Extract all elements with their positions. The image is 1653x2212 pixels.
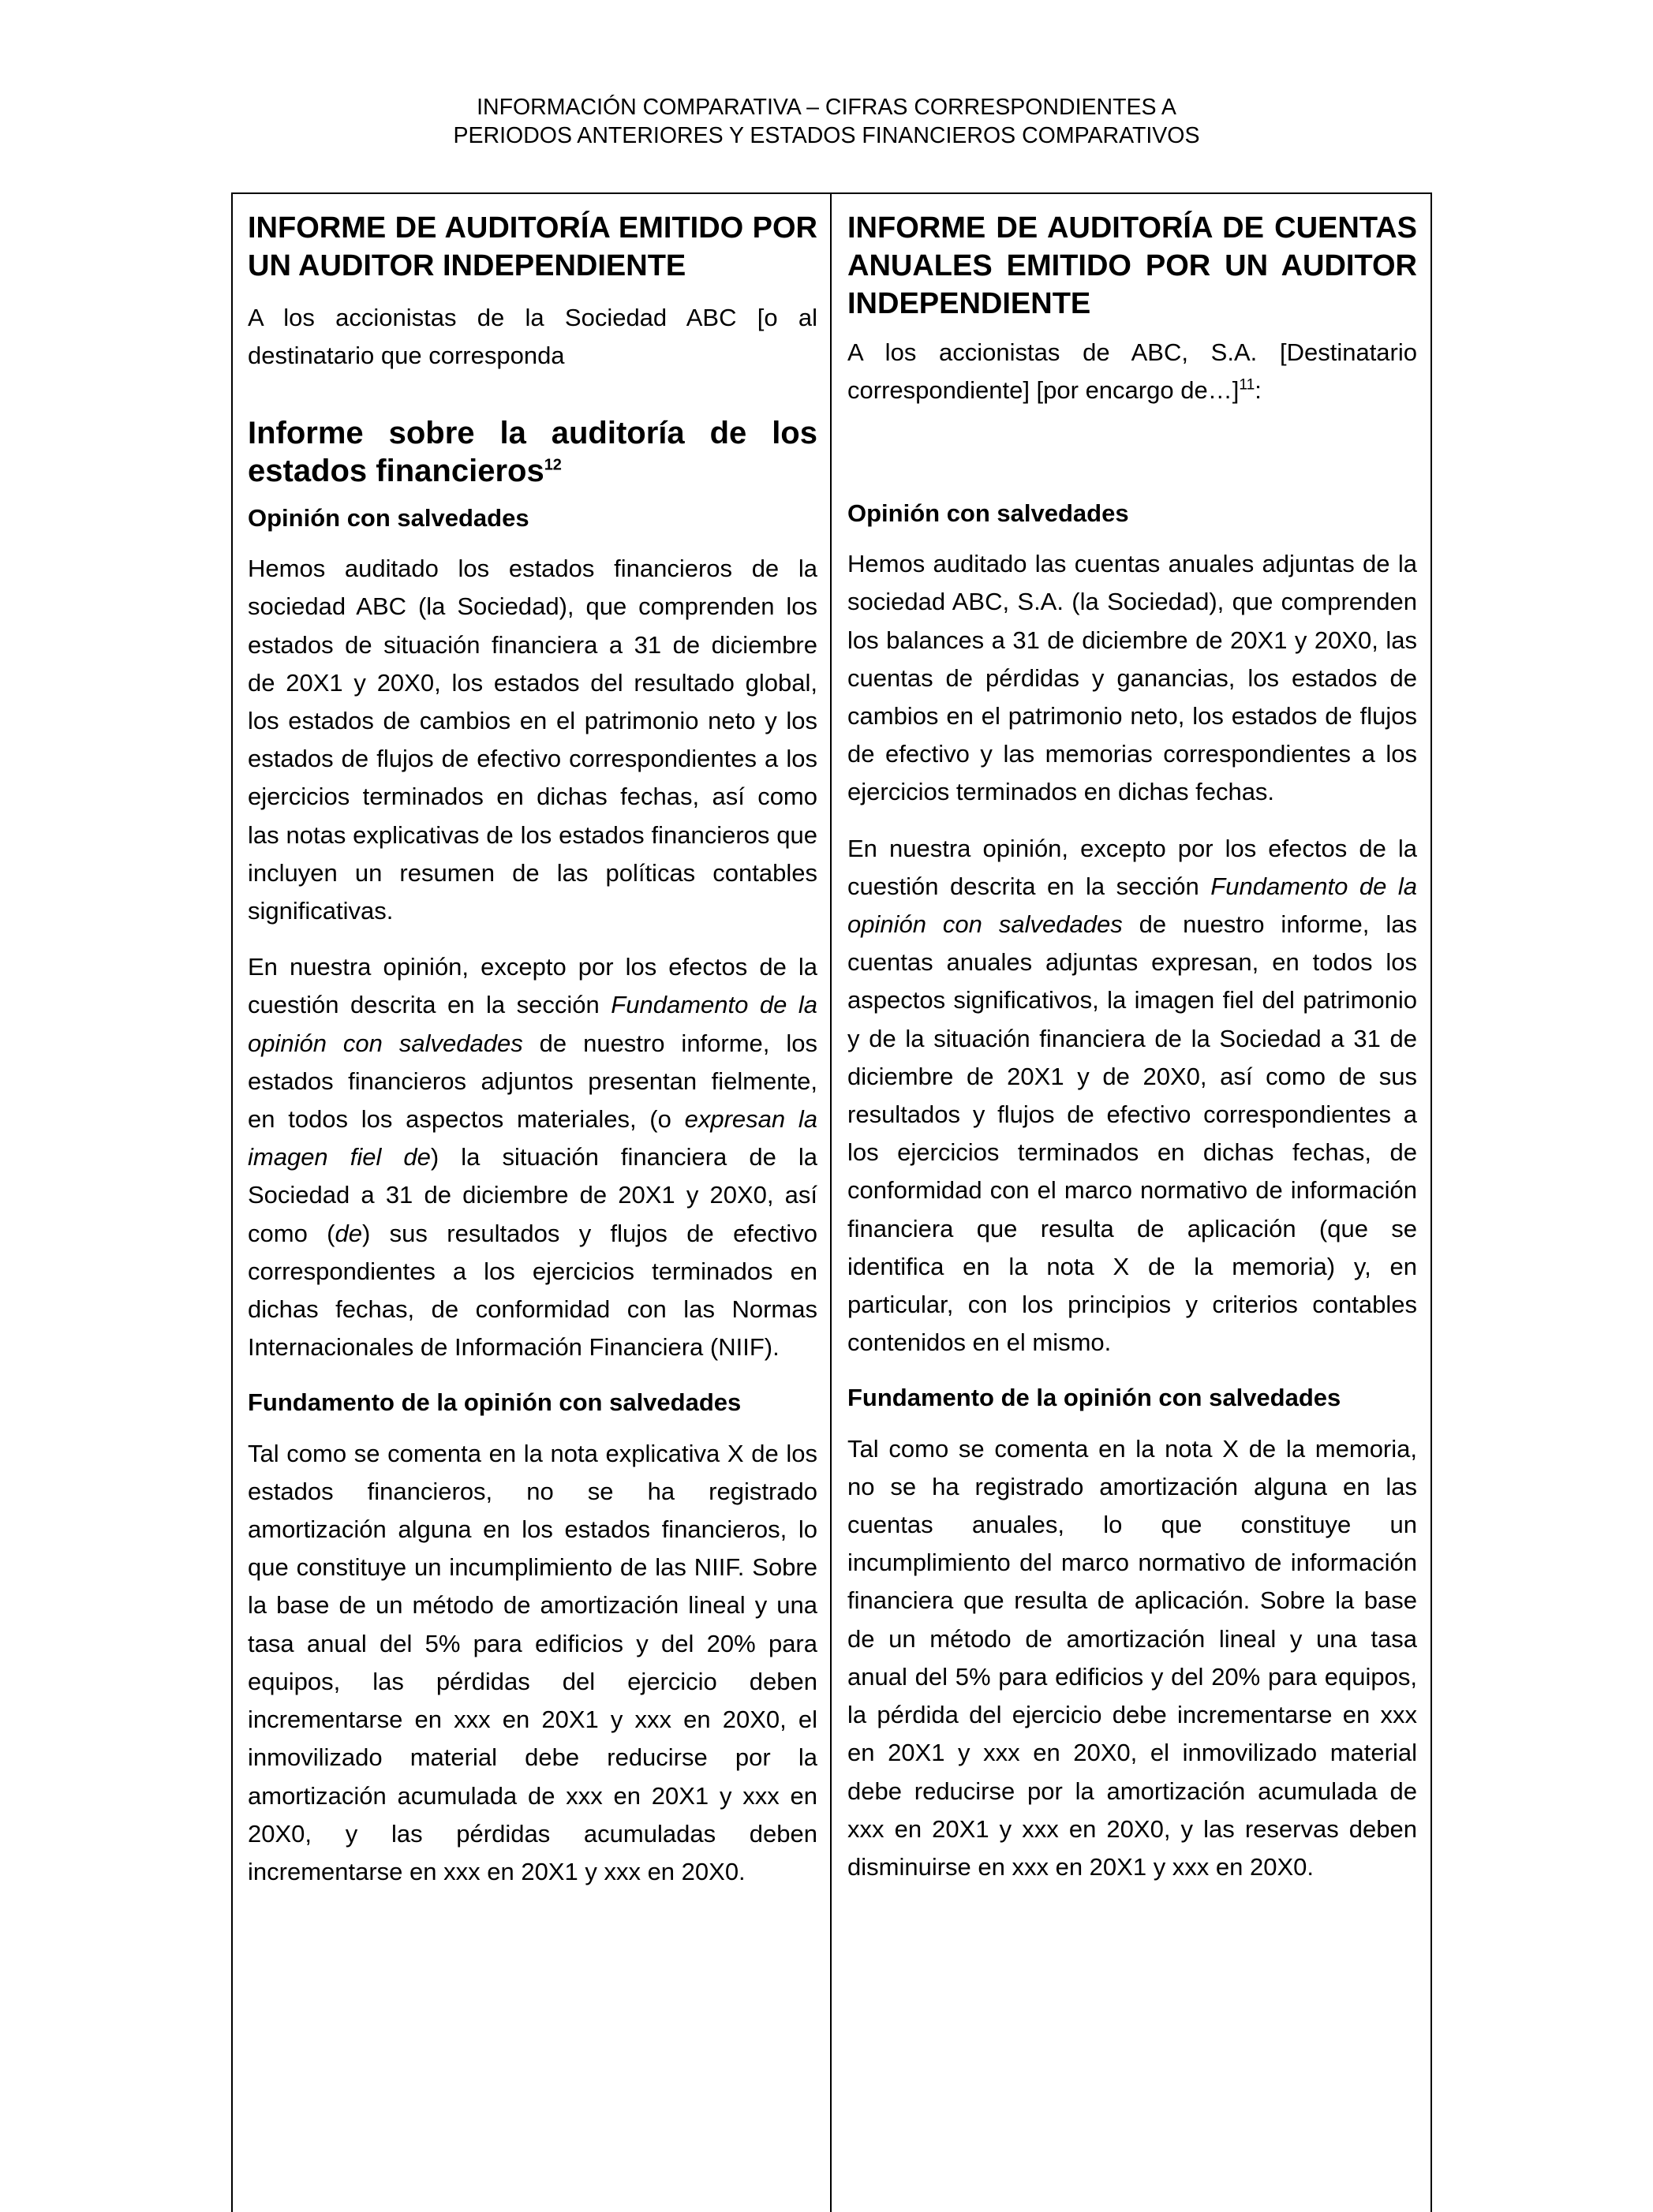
- left-opinion-p2-text-g: ) sus resultados y flujos de efectivo correspondientes a los ejercicios terminados en dichas fechas, de conformidad con las Normas Internacionales de Información Financiera (NIIF).: [248, 1219, 817, 1362]
- left-opinion-paragraph-1: Hemos auditado los estados financieros de la sociedad ABC (la Sociedad), que comprenden los estados de situación financiera a 31 de diciembre de 20X1 y 20X0, los estados del resultado global, los estados de cambios en el patrimonio neto y los estados de flujos de efectivo correspondientes a los ejercicios terminados en dichas fechas, así como las notas explicativas de los estados financieros que incluyen un resumen de las políticas contables significativas.: [248, 555, 817, 925]
- page-header-line-1: INFORMACIÓN COMPARATIVA – CIFRAS CORRESPONDIENTES A: [477, 95, 1176, 120]
- right-salutation-footnote: 11: [1239, 376, 1255, 394]
- right-opinion-paragraph-2: [847, 830, 1417, 1362]
- left-opinion-p2-italic-de: de: [335, 1219, 362, 1247]
- right-basis-heading: Fundamento de la opinión con salvedades: [847, 1384, 1341, 1412]
- right-report-title: INFORME DE AUDITORÍA DE CUENTAS ANUALES EMITIDO POR UN AUDITOR INDEPENDIENTE: [847, 211, 1417, 320]
- right-salutation: [847, 334, 1417, 409]
- left-opinion-p2-italic-imagen-fiel: expresan la imagen fiel de: [248, 1105, 817, 1171]
- left-opinion-heading: Opinión con salvedades: [248, 504, 529, 532]
- right-opinion-p2-text-c: de nuestro informe, las cuentas anuales adjuntas expresan, en todos los aspectos significativos, la imagen fiel del patrimonio y de la situación financiera de la Sociedad a 31 de diciembre de 20X1 y de 20X0, así como de sus resultados y flujos de efectivo correspondientes a los ejercicios terminados en dichas fechas, de conformidad con el marco normativo de información financiera que resulta de aplicación (que se identifica en la nota X de la memoria) y, en particular, con los principios y criterios contables contenidos en el mismo.: [847, 910, 1417, 1357]
- right-opinion-p2-text-a: En nuestra opinión, excepto por los efectos de la cuestión descrita en la sección: [847, 834, 1417, 900]
- left-opinion-p2-text-a: En nuestra opinión, excepto por los efectos de la cuestión descrita en la sección: [248, 953, 817, 1019]
- left-basis-paragraph: Tal como se comenta en la nota explicativa X de los estados financieros, no se ha registrado amortización alguna en los estados financieros, lo que constituye un incumplimiento de las NIIF. Sobre la base de un método de amortización lineal y una tasa anual del 5% para edificios y del 20% para equipos, las pérdidas del ejercicio deben incrementarse en xxx en 20X1 y xxx en 20X0, el inmovilizado material debe reducirse por la amortización acumulada de xxx en 20X1 y xxx en 20X0, y las pérdidas acumuladas deben incrementarse en xxx en 20X1 y xxx en 20X0.: [248, 1439, 817, 1885]
- column-divider: [830, 192, 832, 2212]
- left-section-title-footnote: 12: [544, 456, 562, 474]
- left-salutation: A los accionistas de la Sociedad ABC [o al destinatario que corresponda: [248, 304, 817, 370]
- right-salutation-text: A los accionistas de ABC, S.A. [Destinatario correspondiente] [por encargo de…]: [847, 338, 1417, 405]
- left-section-title: [248, 414, 817, 490]
- right-salutation-end: :: [1255, 376, 1262, 405]
- right-opinion-paragraph-1: Hemos auditado las cuentas anuales adjuntas de la sociedad ABC, S.A. (la Sociedad), que comprenden los balances a 31 de diciembre de 20X1 y 20X0, las cuentas de pérdidas y ganancias, los estados de cambios en el patrimonio neto, los estados de flujos de efectivo y las memorias correspondientes a los ejercicios terminados en dichas fechas.: [847, 550, 1417, 806]
- page-header-line-2: PERIODOS ANTERIORES Y ESTADOS FINANCIEROS COMPARATIVOS: [453, 123, 1200, 148]
- right-basis-paragraph: Tal como se comenta en la nota X de la memoria, no se ha registrado amortización alguna en las cuentas anuales, lo que constituye un incumplimiento del marco normativo de información financiera que resulta de aplicación. Sobre la base de un método de amortización lineal y una tasa anual del 5% para edificios y del 20% para equipos, la pérdida del ejercicio debe incrementarse en xxx en 20X1 y xxx en 20X0, el inmovilizado material debe reducirse por la amortización acumulada de xxx en 20X1 y xxx en 20X0, y las reservas deben disminuirse en xxx en 20X1 y xxx en 20X0.: [847, 1434, 1417, 1881]
- left-column-niif-report: [248, 209, 817, 1891]
- right-opinion-p2-italic-section-ref: Fundamento de la opinión con salvedades: [847, 872, 1417, 939]
- page-header: [0, 93, 1653, 150]
- left-salutation-block: [248, 299, 817, 414]
- left-report-title: INFORME DE AUDITORÍA EMITIDO POR UN AUDITOR INDEPENDIENTE: [248, 211, 817, 282]
- left-basis-heading: Fundamento de la opinión con salvedades: [248, 1388, 742, 1417]
- left-section-title-text: Informe sobre la auditoría de los estados financieros: [248, 416, 817, 488]
- left-opinion-p2-italic-section-ref: Fundamento de la opinión con salvedades: [248, 991, 817, 1057]
- left-opinion-p2-text-e: ) la situación financiera de la Sociedad a 31 de diciembre de 20X1 y 20X0, así como (: [248, 1143, 818, 1247]
- right-opinion-heading: Opinión con salvedades: [847, 499, 1129, 527]
- left-opinion-paragraph-2: [248, 948, 817, 1366]
- right-salutation-block: [847, 334, 1417, 495]
- left-opinion-p2-text-c: de nuestro informe, los estados financieros adjuntos presentan fielmente, en todos los aspectos materiales, (o: [248, 1029, 817, 1134]
- right-column-spanish-report: [847, 209, 1417, 1886]
